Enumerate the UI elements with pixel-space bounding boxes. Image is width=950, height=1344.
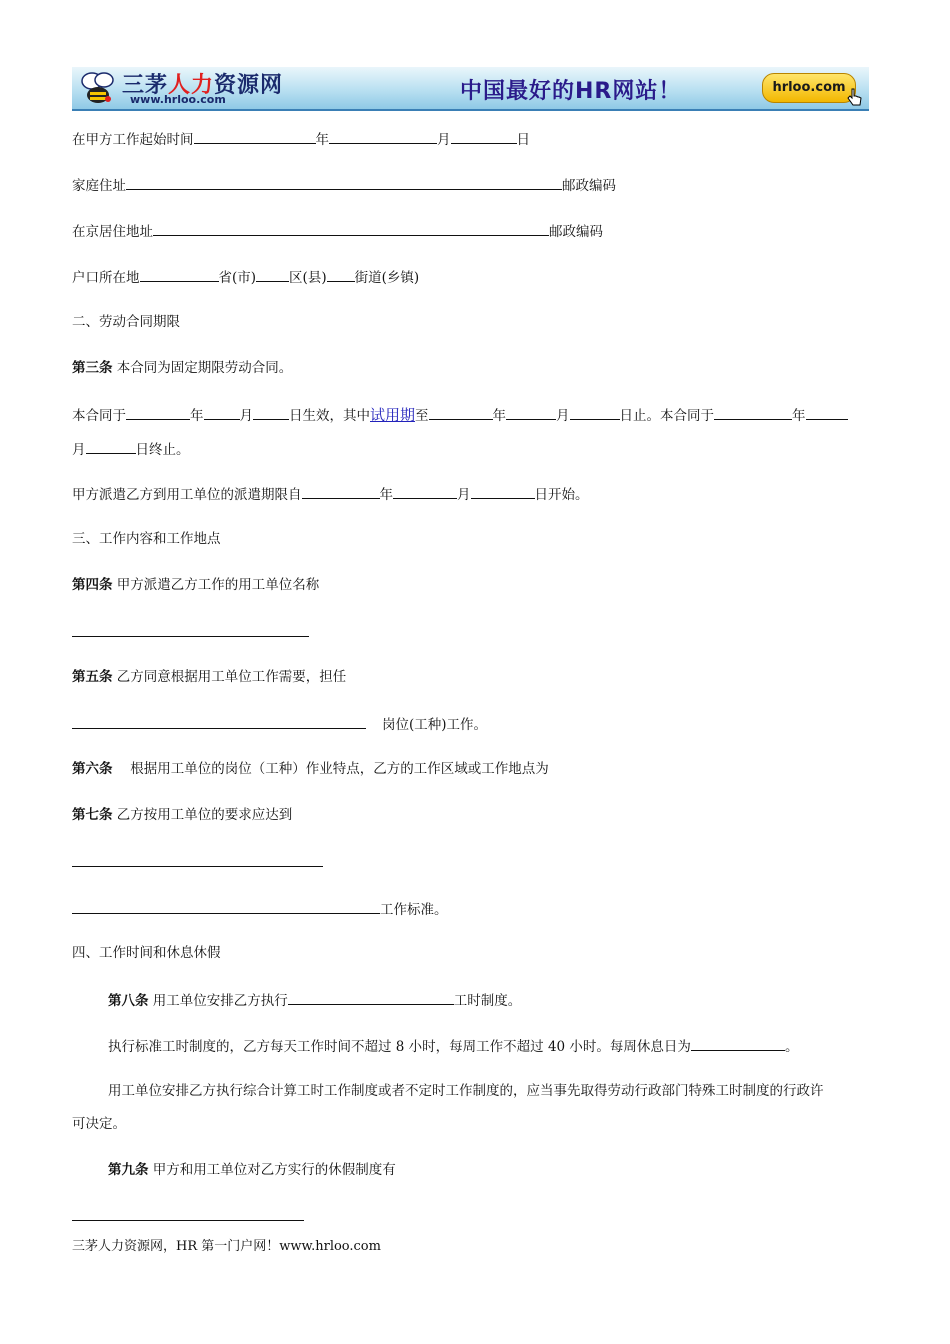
blank-field (126, 404, 190, 420)
blank-field (126, 174, 562, 190)
article-9: 第九条 甲方和用工单位对乙方实行的休假制度有 (108, 1162, 396, 1178)
banner-slogan: 中国最好的HR网站！ (460, 79, 682, 104)
home-address-line: 家庭住址 邮政编码 (72, 174, 616, 196)
blank-field (72, 898, 380, 914)
blank-field (570, 404, 620, 420)
blank-field (253, 404, 289, 420)
article-7-standard: 工作标准。 (72, 898, 448, 920)
dispatch-term-line: 甲方派遣乙方到用工单位的派遣期限自 年 月 日开始。 (72, 483, 589, 505)
hand-cursor-icon (847, 87, 863, 107)
blank-field (86, 438, 136, 454)
bee-logo-icon (78, 69, 118, 107)
contract-term-line-cont: 月 日终止。 (72, 438, 190, 460)
blank-line (72, 865, 323, 867)
blank-field (302, 483, 380, 499)
special-hours-line: 用工单位安排乙方执行综合计算工时工作制度或者不定时工作制度的，应当事先取得劳动行政部门特殊工时制度的行政许 (108, 1083, 824, 1099)
article-3: 第三条 本合同为固定期限劳动合同。 (72, 360, 293, 376)
blank-field (140, 266, 219, 282)
start-time-line: 在甲方工作起始时间 年 月 日 (72, 128, 530, 150)
beijing-address-line: 在京居住地址 邮政编码 (72, 220, 603, 242)
blank-field (806, 404, 848, 420)
blank-field (471, 483, 535, 499)
hrloo-site-button[interactable]: hrloo.com (762, 73, 856, 103)
blank-field (72, 713, 366, 729)
blank-field (256, 266, 289, 282)
page-footer: 三茅人力资源网，HR 第一门户网！www.hrloo.com (72, 1239, 381, 1254)
blank-field (329, 128, 437, 144)
blank-field (153, 220, 549, 236)
blank-field (288, 989, 454, 1005)
article-5: 第五条 乙方同意根据用工单位工作需要，担任 (72, 669, 347, 685)
article-4: 第四条 甲方派遣乙方工作的用工单位名称 (72, 577, 320, 593)
blank-line (72, 635, 309, 637)
blank-line (72, 1219, 304, 1221)
header-banner (72, 67, 869, 111)
logo-title: 三茅人力资源网 (122, 73, 284, 98)
blank-field (393, 483, 457, 499)
blank-field (429, 404, 493, 420)
logo-url: www.hrloo.com (130, 93, 226, 106)
article-7: 第七条 乙方按用工单位的要求应达到 (72, 807, 293, 823)
blank-field (194, 128, 316, 144)
section-heading: 三、工作内容和工作地点 (72, 531, 221, 547)
blank-field (204, 404, 240, 420)
special-hours-line-cont: 可决定。 (72, 1116, 126, 1132)
blank-field (506, 404, 556, 420)
blank-field (327, 266, 355, 282)
article-5-post: 岗位(工种)工作。 (72, 713, 487, 735)
article-6: 第六条 根据用工单位的岗位（工种）作业特点，乙方的工作区域或工作地点为 (72, 761, 549, 777)
standard-hours-line: 执行标准工时制度的，乙方每天工作时间不超过 8 小时，每周工作不超过 40 小时。每周休息日为 。 (108, 1035, 798, 1057)
hukou-line: 户口所在地 省(市) 区(县) 街道(乡镇) (72, 266, 419, 288)
contract-term-line: 本合同于 年 月 日生效，其中试用期至 年 月 日止。本合同于 年 (72, 404, 848, 426)
article-8: 第八条 用工单位安排乙方执行 工时制度。 (108, 989, 521, 1011)
blank-field (451, 128, 517, 144)
section-heading: 二、劳动合同期限 (72, 314, 180, 330)
section-heading: 四、工作时间和休息休假 (72, 945, 221, 961)
blank-field (714, 404, 792, 420)
blank-field (691, 1035, 785, 1051)
probation-link[interactable]: 试用期 (370, 406, 416, 424)
